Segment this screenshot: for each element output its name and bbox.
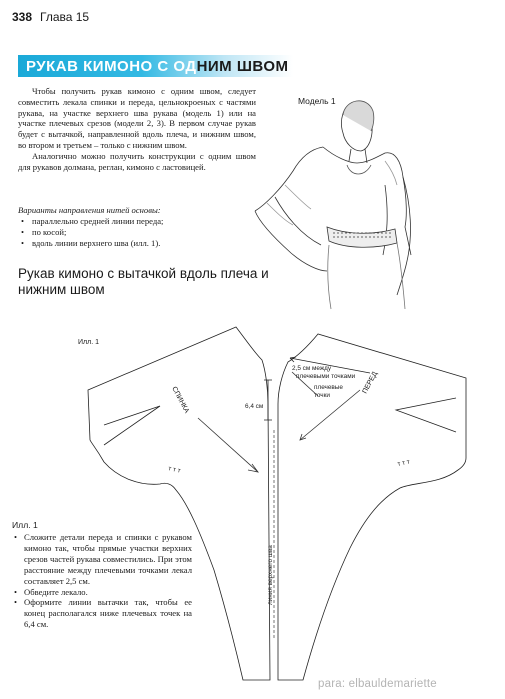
back-label: СПИНКА	[170, 385, 190, 415]
instructions-title: Илл. 1	[12, 520, 38, 530]
intro-text	[18, 86, 256, 172]
variants-title: Варианты направления нитей основы:	[18, 205, 161, 215]
tick-marks-left: т т т	[167, 465, 182, 475]
instructions-list	[12, 532, 192, 630]
page-title	[26, 58, 289, 75]
model-label: Модель 1	[298, 96, 336, 106]
front-label: ПЕРЕД	[361, 370, 379, 395]
list-item: • Обведите лекало.	[12, 587, 192, 598]
top-seam-line-label: линия верхнего шва	[267, 545, 274, 605]
list-item: • по косой;	[18, 227, 258, 238]
illustration-label: Илл. 1	[78, 339, 99, 346]
shoulder-points-line1: плечевые	[314, 384, 343, 391]
pattern-drawing	[0, 320, 505, 699]
measure-64: 6,4 см	[245, 403, 264, 410]
title-highlight: РУКАВ КИМОНО С ОД	[26, 58, 197, 75]
section-title: Рукав кимоно с вытачкой вдоль плеча и нижним швом	[18, 266, 269, 297]
list-item: • Сложите детали переда и спинки с рукавом кимоно так, чтобы прямые участки верхних срезов частей рукава совместились. При этом расстояние между плечевыми точками лекал составляет 2,5 см.	[12, 532, 192, 587]
measure-25-line2: плечевыми точками	[296, 373, 356, 380]
variants-list	[18, 216, 258, 249]
shoulder-points-line2: точки	[314, 392, 330, 399]
intro-paragraph-2: Аналогично можно получить конструкции с одним швом для рукавов долмана, реглан, кимоно с ластовицей.	[18, 150, 256, 172]
list-item: • Оформите линии вытачки так, чтобы ее конец располагался ниже плечевых точек на 6,4 см.	[12, 597, 192, 630]
intro-paragraph-1: Чтобы получить рукав кимоно с одним швом, следует совместить лекала спинки и переда, цельнокроеных с частями рукава, на участке верхнего шва рукава (модель 1) или на участке плечевых срезов (модели 2, 3). В первом случае рукав будет с вытачкой, направленной вдоль плеча, и нижним швом, во втором и третьем – только с нижним швом.	[18, 86, 256, 150]
title-dark: НИМ ШВОМ	[196, 58, 289, 75]
tick-marks-right: т т т	[396, 458, 411, 468]
list-item: • параллельно средней линии переда;	[18, 216, 258, 227]
instructions-block	[12, 520, 192, 630]
watermark: para: elbauldemariette	[318, 678, 437, 690]
chapter-label: Глава 15	[40, 10, 90, 24]
list-item: • вдоль линии верхнего шва (илл. 1).	[18, 238, 258, 249]
measure-25-line1: 2,5 см между	[292, 365, 332, 372]
page-number: 338	[12, 10, 33, 24]
